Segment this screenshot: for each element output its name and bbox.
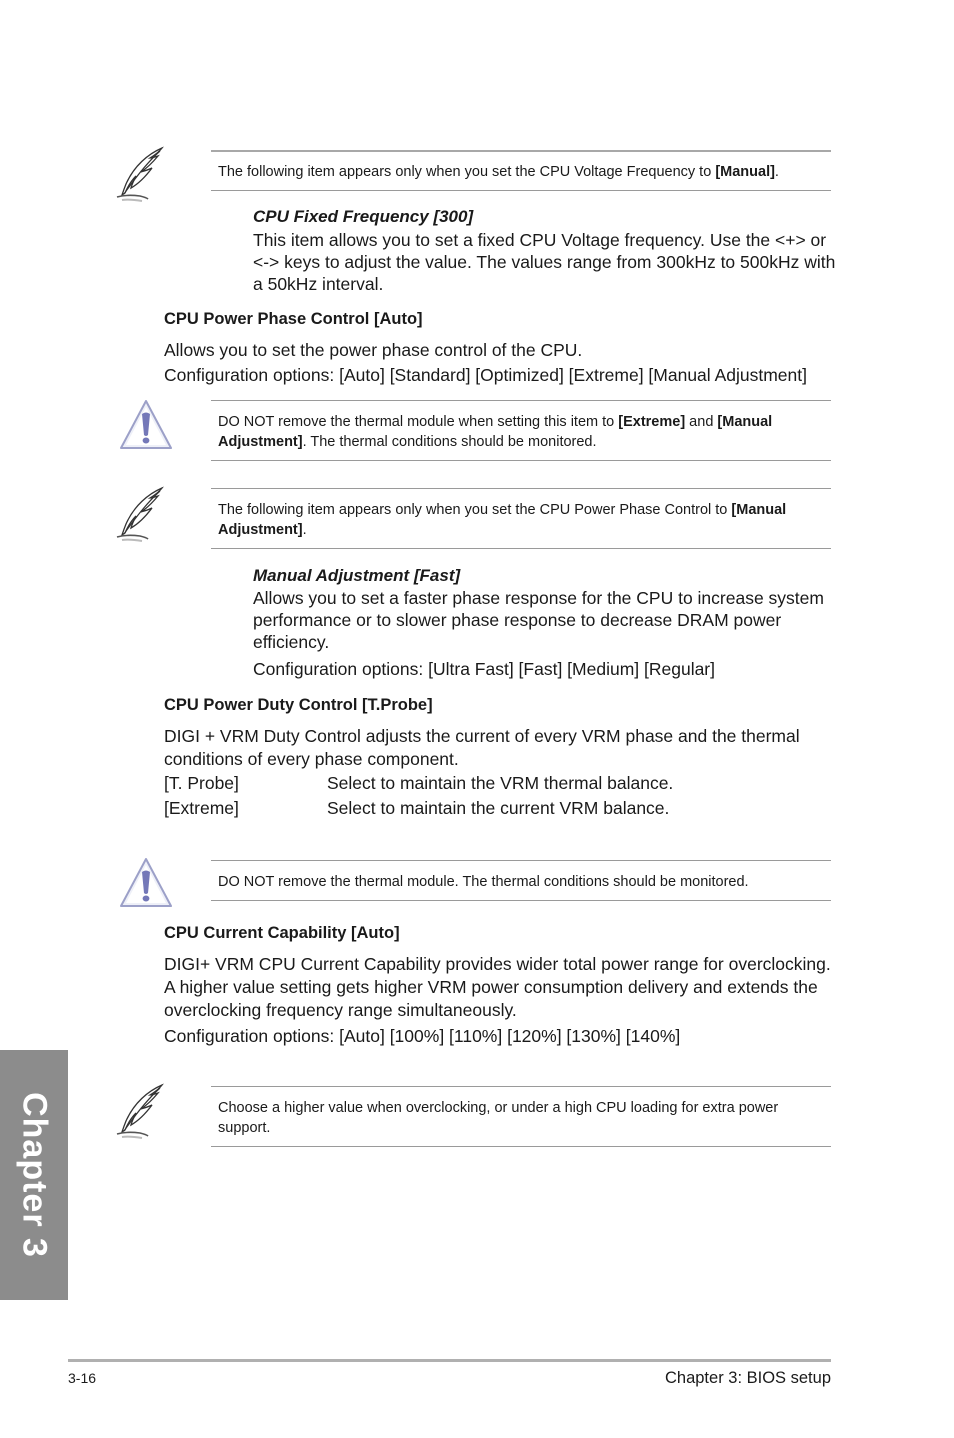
cpu-fixed-frequency-title: CPU Fixed Frequency [300] bbox=[253, 207, 474, 226]
cpu-current-capability-description: DIGI+ VRM CPU Current Capability provides wider total power range for overclocking. A higher value setting gets higher VRM power consumption delivery and extends the overclocking frequency range simultaneously. bbox=[164, 954, 831, 1020]
feather-pen-icon bbox=[114, 1083, 174, 1139]
warning-top-rule bbox=[211, 860, 831, 861]
manual-adjustment-options: Configuration options: [Ultra Fast] [Fast] [Medium] [Regular] bbox=[253, 659, 715, 679]
cpu-current-capability-title: CPU Current Capability [Auto] bbox=[164, 924, 400, 942]
feather-pen-icon bbox=[114, 486, 174, 542]
note-top-rule bbox=[211, 150, 831, 152]
option-key: [Extreme] bbox=[164, 798, 239, 818]
exclamation-triangle-icon bbox=[116, 398, 176, 454]
cpu-power-duty-description: DIGI + VRM Duty Control adjusts the current of every VRM phase and the thermal conditions of every phase component. bbox=[164, 726, 800, 769]
footer-rule bbox=[68, 1359, 831, 1362]
note-text: Choose a higher value when overclocking, or under a high CPU loading for extra power support. bbox=[218, 1100, 779, 1136]
warning-text: DO NOT remove the thermal module. The thermal conditions should be monitored. bbox=[218, 874, 749, 890]
note-text: The following item appears only when you set the CPU Voltage Frequency to [Manual]. bbox=[218, 164, 779, 180]
option-value: Select to maintain the current VRM balance. bbox=[327, 798, 670, 818]
option-value: Select to maintain the VRM thermal balance. bbox=[327, 773, 674, 793]
note-top-rule bbox=[211, 488, 831, 489]
manual-adjustment-title: Manual Adjustment [Fast] bbox=[253, 566, 461, 585]
cpu-power-phase-options: Configuration options: [Auto] [Standard] [Optimized] [Extreme] [Manual Adjustment] bbox=[164, 365, 807, 385]
warning-top-rule bbox=[211, 400, 831, 401]
warning-bottom-rule bbox=[211, 460, 831, 461]
manual-adjustment-description: Allows you to set a faster phase response for the CPU to increase system performance or to slower phase response to decrease DRAM power efficiency. bbox=[253, 588, 824, 652]
warning-text: DO NOT remove the thermal module when setting this item to [Extreme] and [Manual Adjustment]. The thermal conditions should be monitored. bbox=[218, 414, 773, 450]
warning-bottom-rule bbox=[211, 900, 831, 901]
note-bottom-rule bbox=[211, 1146, 831, 1147]
exclamation-triangle-icon bbox=[116, 856, 176, 912]
note-text: The following item appears only when you set the CPU Power Phase Control to [Manual Adjustment]. bbox=[218, 502, 787, 538]
note-top-rule bbox=[211, 1086, 831, 1087]
note-bottom-rule bbox=[211, 190, 831, 191]
page-number: 3-16 bbox=[68, 1370, 97, 1386]
cpu-power-phase-description: Allows you to set the power phase control of the CPU. bbox=[164, 340, 583, 360]
footer-chapter-title: Chapter 3: BIOS setup bbox=[664, 1369, 831, 1387]
cpu-fixed-frequency-description: This item allows you to set a fixed CPU Voltage frequency. Use the <+> or <-> keys to adjust the value. The values range from 300kHz to 500kHz with a 50kHz interval. bbox=[253, 230, 836, 294]
feather-pen-icon bbox=[114, 146, 174, 202]
cpu-power-duty-title: CPU Power Duty Control [T.Probe] bbox=[164, 696, 433, 714]
chapter-tab-label: Chapter 3 bbox=[15, 1092, 54, 1258]
option-key: [T. Probe] bbox=[164, 773, 239, 793]
cpu-current-capability-options: Configuration options: [Auto] [100%] [110%] [120%] [130%] [140%] bbox=[164, 1026, 681, 1046]
chapter-tab bbox=[0, 1050, 68, 1300]
cpu-power-phase-title: CPU Power Phase Control [Auto] bbox=[164, 310, 423, 328]
note-bottom-rule bbox=[211, 548, 831, 549]
